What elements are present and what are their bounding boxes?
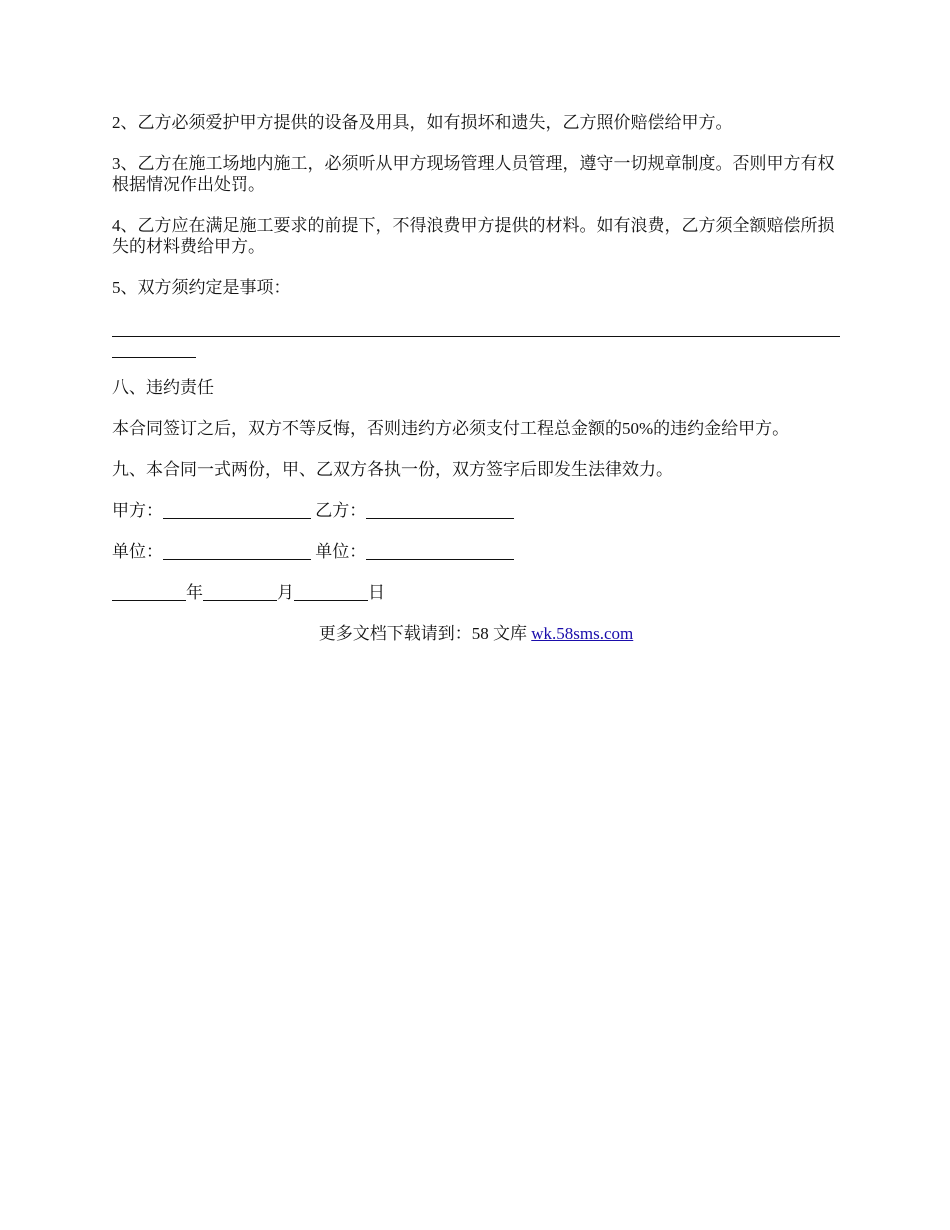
party-b-label: 乙方： xyxy=(315,501,367,520)
clause-4: 4、乙方应在满足施工要求的前提下，不得浪费甲方提供的材料。如有浪费，乙方须全额赔偿所损失的材料费给甲方。 xyxy=(112,216,835,256)
agreed-items-blank xyxy=(112,316,840,358)
month-blank xyxy=(203,584,277,601)
unit-signature-row xyxy=(112,541,840,562)
party-signature-row xyxy=(112,500,840,521)
section-8-body: 本合同签订之后，双方不等反悔，否则违约方必须支付工程总金额的50%的违约金给甲方。 xyxy=(112,419,790,438)
day-label: 日 xyxy=(368,583,385,602)
unit-a-label: 单位： xyxy=(112,542,163,561)
section-8-heading: 八、违约责任 xyxy=(112,378,214,397)
party-a-blank xyxy=(163,502,311,519)
month-label: 月 xyxy=(277,583,294,602)
day-blank xyxy=(294,584,368,601)
clause-5: 5、双方须约定是事项： xyxy=(112,278,291,297)
year-blank xyxy=(112,584,186,601)
unit-b-blank xyxy=(366,543,514,560)
document-page xyxy=(112,112,840,644)
date-row xyxy=(112,582,840,603)
party-b-blank xyxy=(366,502,514,519)
footer xyxy=(112,623,840,644)
year-label: 年 xyxy=(186,583,203,602)
blank-line-short xyxy=(112,357,196,358)
footer-link[interactable]: wk.58sms.com xyxy=(531,624,634,643)
party-a-label: 甲方： xyxy=(112,501,163,520)
footer-text: 更多文档下载请到：58 文库 xyxy=(318,624,532,643)
clause-3: 3、乙方在施工场地内施工，必须听从甲方现场管理人员管理，遵守一切规章制度。否则甲方有权根据情况作出处罚。 xyxy=(112,154,835,194)
section-9-body: 九、本合同一式两份，甲、乙双方各执一份，双方签字后即发生法律效力。 xyxy=(112,460,673,479)
blank-line-full xyxy=(112,336,840,337)
unit-a-blank xyxy=(163,543,311,560)
unit-b-label: 单位： xyxy=(315,542,367,561)
clause-2: 2、乙方必须爱护甲方提供的设备及用具，如有损坏和遗失，乙方照价赔偿给甲方。 xyxy=(112,113,733,132)
